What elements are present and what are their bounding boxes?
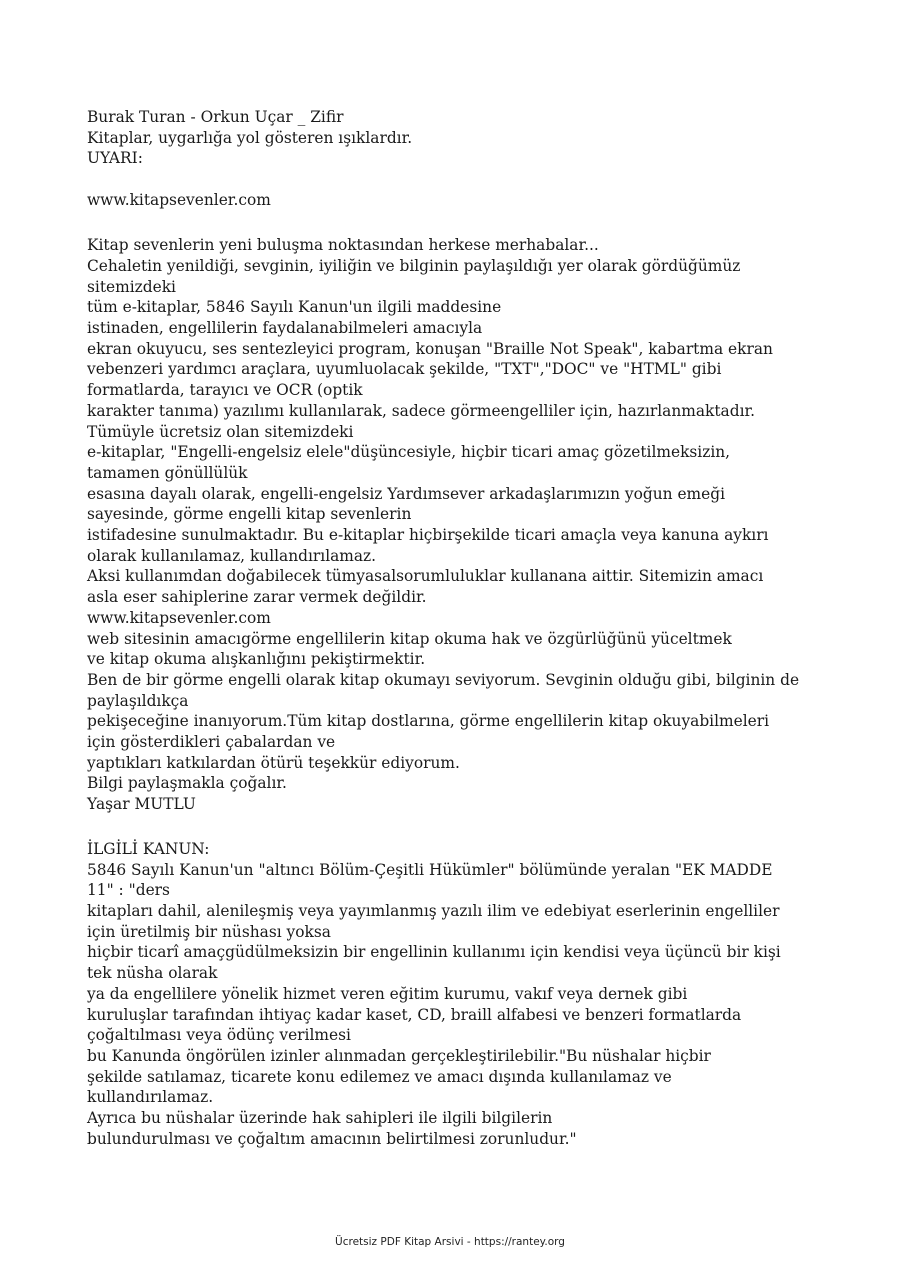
notice-line: Aksi kullanımdan doğabilecek tümyasalsorumluluklar kullanana aittir. Sitemizin amacı [87, 567, 764, 586]
law-line: 11" : "ders [87, 881, 170, 900]
document-body [87, 107, 822, 1149]
header-line: Burak Turan - Orkun Uçar _ Zifir [87, 108, 344, 126]
notice-line: tamamen gönüllülük [87, 463, 248, 482]
notice-line: Kitap sevenlerin yeni buluşma noktasından herkese merhabalar... [87, 236, 599, 255]
notice-line: asla eser sahiplerine zarar vermek değildir. [87, 588, 427, 607]
notice-line: ekran okuyucu, ses sentezleyici program, konuşan "Braille Not Speak", kabartma ekran [87, 339, 773, 358]
page-footer: Ücretsiz PDF Kitap Arsivi - https://rantey.org [335, 1236, 565, 1248]
website-link[interactable]: www.kitapsevenler.com [87, 190, 271, 209]
paragraph-gap [87, 169, 822, 190]
notice-line: tüm e-kitaplar, 5846 Sayılı Kanun'un ilgili maddesine [87, 298, 502, 317]
notice-line: karakter tanıma) yazılımı kullanılarak, sadece görmeengelliler için, hazırlanmaktadır. [87, 401, 756, 420]
paragraph-gap [87, 815, 822, 839]
law-line: kitapları dahil, alenileşmiş veya yayımlanmış yazılı ilim ve edebiyat eserlerinin engelliler [87, 901, 780, 920]
notice-line: ve kitap okuma alışkanlığını pekiştirmektir. [87, 650, 426, 669]
law-line: kullandırılamaz. [87, 1088, 214, 1107]
notice-line: e-kitaplar, "Engelli-engelsiz elele"düşüncesiyle, hiçbir ticari amaç gözetilmeksizin, [87, 443, 731, 462]
law-line: kuruluşlar tarafından ihtiyaç kadar kaset, CD, braill alfabesi ve benzeri formatlarda [87, 1005, 742, 1024]
law-line: İLGİLİ KANUN: [87, 839, 210, 858]
law-line: 5846 Sayılı Kanun'un "altıncı Bölüm-Çeşitli Hükümler" bölümünde yeralan "EK MADDE [87, 860, 773, 879]
notice-line: Ben de bir görme engelli olarak kitap okumayı seviyorum. Sevginin olduğu gibi, bilginin de [87, 670, 800, 689]
law-line: tek nüsha olarak [87, 964, 218, 983]
law-line: ya da engellilere yönelik hizmet veren eğitim kurumu, vakıf veya dernek gibi [87, 984, 688, 1003]
header-line: UYARI: [87, 149, 143, 168]
notice-block [87, 235, 822, 815]
law-line: bu Kanunda öngörülen izinler alınmadan gerçekleştirilebilir."Bu nüshalar hiçbir [87, 1046, 711, 1065]
notice-line: Cehaletin yenildiği, sevginin, iyiliğin ve bilginin paylaşıldığı yer olarak gördüğümüz [87, 256, 741, 275]
notice-line: pekişeceğine inanıyorum.Tüm kitap dostlarına, görme engellilerin kitap okuyabilmeleri [87, 712, 770, 731]
notice-line: sitemizdeki [87, 277, 176, 296]
law-line: çoğaltılması veya ödünç verilmesi [87, 1026, 351, 1045]
law-line: bulundurulması ve çoğaltım amacının belirtilmesi zorunludur." [87, 1129, 577, 1148]
notice-line: www.kitapsevenler.com [87, 608, 271, 627]
notice-line: vebenzeri yardımcı araçlara, uyumluolacak şekilde, "TXT","DOC" ve "HTML" gibi [87, 360, 722, 379]
notice-line: istinaden, engellilerin faydalanabilmeleri amacıyla [87, 319, 483, 337]
notice-line: istifadesine sunulmaktadır. Bu e-kitaplar hiçbirşekilde ticari amaçla veya kanuna aykırı [87, 526, 769, 545]
law-line: için üretilmiş bir nüshası yoksa [87, 922, 331, 941]
paragraph-gap [87, 211, 822, 232]
notice-line: paylaşıldıkça [87, 691, 189, 710]
notice-line: sayesinde, görme engelli kitap sevenlerin [87, 505, 412, 524]
law-line: hiçbir ticarî amaçgüdülmeksizin bir engellinin kullanımı için kendisi veya üçüncü bir kişi [87, 943, 781, 962]
notice-line: Tümüyle ücretsiz olan sitemizdeki [87, 422, 354, 441]
header-block [87, 107, 822, 169]
notice-line: esasına dayalı olarak, engelli-engelsiz Yardımsever arkadaşlarımızın yoğun emeği [87, 484, 726, 503]
law-block [87, 839, 822, 1150]
law-line: Ayrıca bu nüshalar üzerinde hak sahipleri ile ilgili bilgilerin [87, 1109, 553, 1128]
law-line: şekilde satılamaz, ticarete konu edilemez ve amacı dışında kullanılamaz ve [87, 1067, 672, 1086]
notice-line: olarak kullanılamaz, kullandırılamaz. [87, 546, 377, 565]
notice-line: formatlarda, tarayıcı ve OCR (optik [87, 381, 363, 400]
notice-line: Bilgi paylaşmakla çoğalır. [87, 774, 287, 793]
header-line: Kitaplar, uygarlığa yol gösteren ışıklardır. [87, 128, 413, 147]
notice-line: Yaşar MUTLU [87, 795, 196, 814]
notice-line: web sitesinin amacıgörme engellilerin kitap okuma hak ve özgürlüğünü yüceltmek [87, 629, 732, 648]
notice-line: için gösterdikleri çabalardan ve [87, 733, 336, 752]
notice-line: yaptıkları katkılardan ötürü teşekkür ediyorum. [87, 753, 460, 772]
